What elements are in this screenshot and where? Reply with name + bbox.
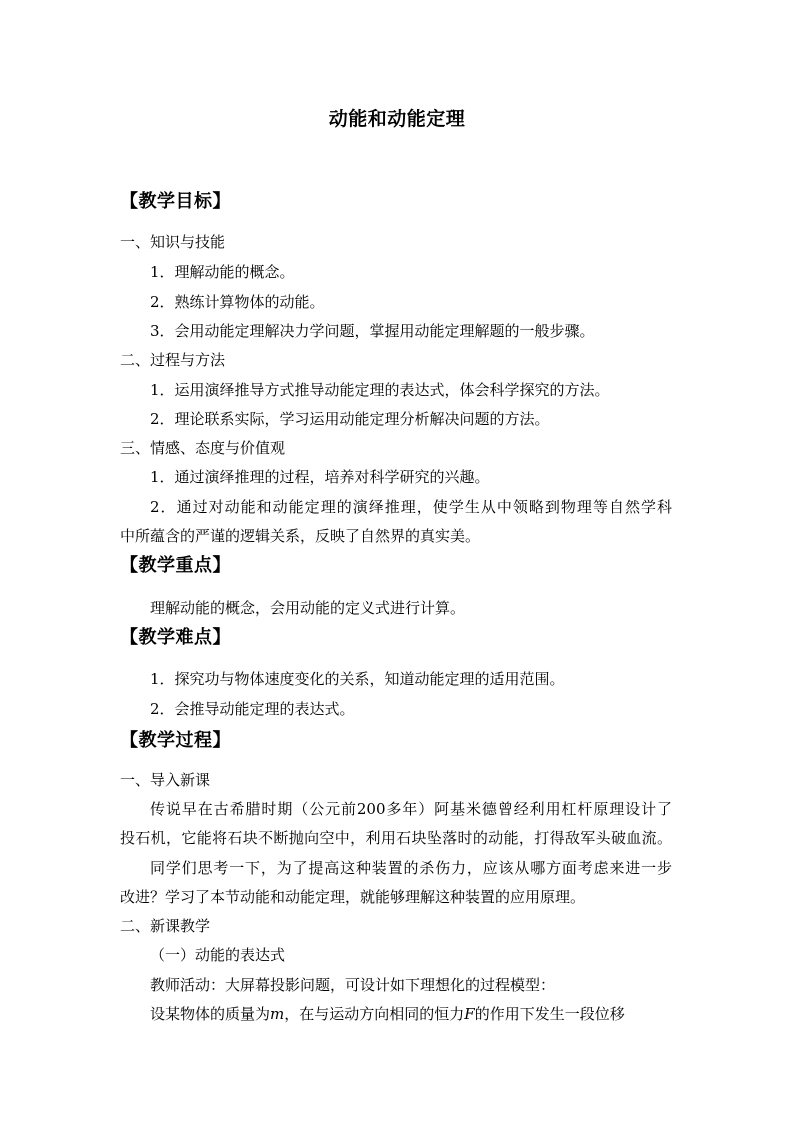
model-setup-part-b: ，在与运动方向相同的恒力 <box>284 1005 465 1023</box>
variable-F: F <box>464 1005 475 1023</box>
variable-m: m <box>270 1005 285 1023</box>
knowledge-item-2: 2．熟练计算物体的动能。 <box>150 293 325 311</box>
key-points-text: 理解动能的概念，会用动能的定义式进行计算。 <box>150 599 466 617</box>
knowledge-heading: 一、知识与技能 <box>120 233 226 251</box>
process-method-item-1: 1．运用演绎推导方式推导动能定理的表达式，体会科学探究的方法。 <box>150 381 610 399</box>
new-lesson-heading: 二、新课教学 <box>120 917 211 935</box>
process-method-item-2: 2．理论联系实际，学习运用动能定理分析解决问题的方法。 <box>150 410 550 428</box>
intro-paragraph-1-line-2: 投石机，它能将石块不断抛向空中，利用石块坠落时的动能，打得敌军头破血流。 <box>120 829 672 847</box>
emotion-item-1: 1．通过演绎推理的过程，培养对科学研究的兴趣。 <box>150 468 490 486</box>
emotion-item-2-cont: 中所蕴含的严谨的逻辑关系，反映了自然界的真实美。 <box>120 527 481 545</box>
process-method-heading: 二、过程与方法 <box>120 351 226 369</box>
model-setup-part-c: 的作用下发生一段位移 <box>474 1005 625 1023</box>
model-setup-part-a: 设某物体的质量为 <box>150 1005 271 1023</box>
key-points-heading: 【教学重点】 <box>120 555 231 576</box>
emotion-heading: 三、情感、态度与价值观 <box>120 439 286 457</box>
intro-paragraph-2-line-2: 改进？学习了本节动能和动能定理，就能够理解这种装置的应用原理。 <box>120 888 586 906</box>
knowledge-item-1: 1．理解动能的概念。 <box>150 263 295 281</box>
objectives-heading: 【教学目标】 <box>120 191 231 212</box>
intro-heading: 一、导入新课 <box>120 771 211 789</box>
intro-paragraph-2-line-1: 同学们思考一下，为了提高这种装置的杀伤力，应该从哪方面考虑来进一步 <box>150 859 672 877</box>
difficulty-item-1: 1．探究功与物体速度变化的关系，知道动能定理的适用范围。 <box>150 670 565 688</box>
subsection-heading-kinetic-energy: （一）动能的表达式 <box>150 946 286 964</box>
teaching-process-heading: 【教学过程】 <box>120 730 231 751</box>
model-setup-text <box>150 1004 625 1024</box>
difficulties-heading: 【教学难点】 <box>120 627 231 648</box>
difficulty-item-2: 2．会推导动能定理的表达式。 <box>150 700 355 718</box>
emotion-item-2: 2．通过对动能和动能定理的演绎推理，使学生从中领略到物理等自然学科 <box>150 498 672 516</box>
teacher-activity-text: 教师活动：大屏幕投影问题，可设计如下理想化的过程模型： <box>150 976 556 994</box>
document-title: 动能和动能定理 <box>328 108 466 130</box>
knowledge-item-3: 3．会用动能定理解决力学问题，掌握用动能定理解题的一般步骤。 <box>150 322 595 340</box>
intro-paragraph-1-line-1: 传说早在古希腊时期（公元前200多年）阿基米德曾经利用杠杆原理设计了 <box>150 800 672 818</box>
